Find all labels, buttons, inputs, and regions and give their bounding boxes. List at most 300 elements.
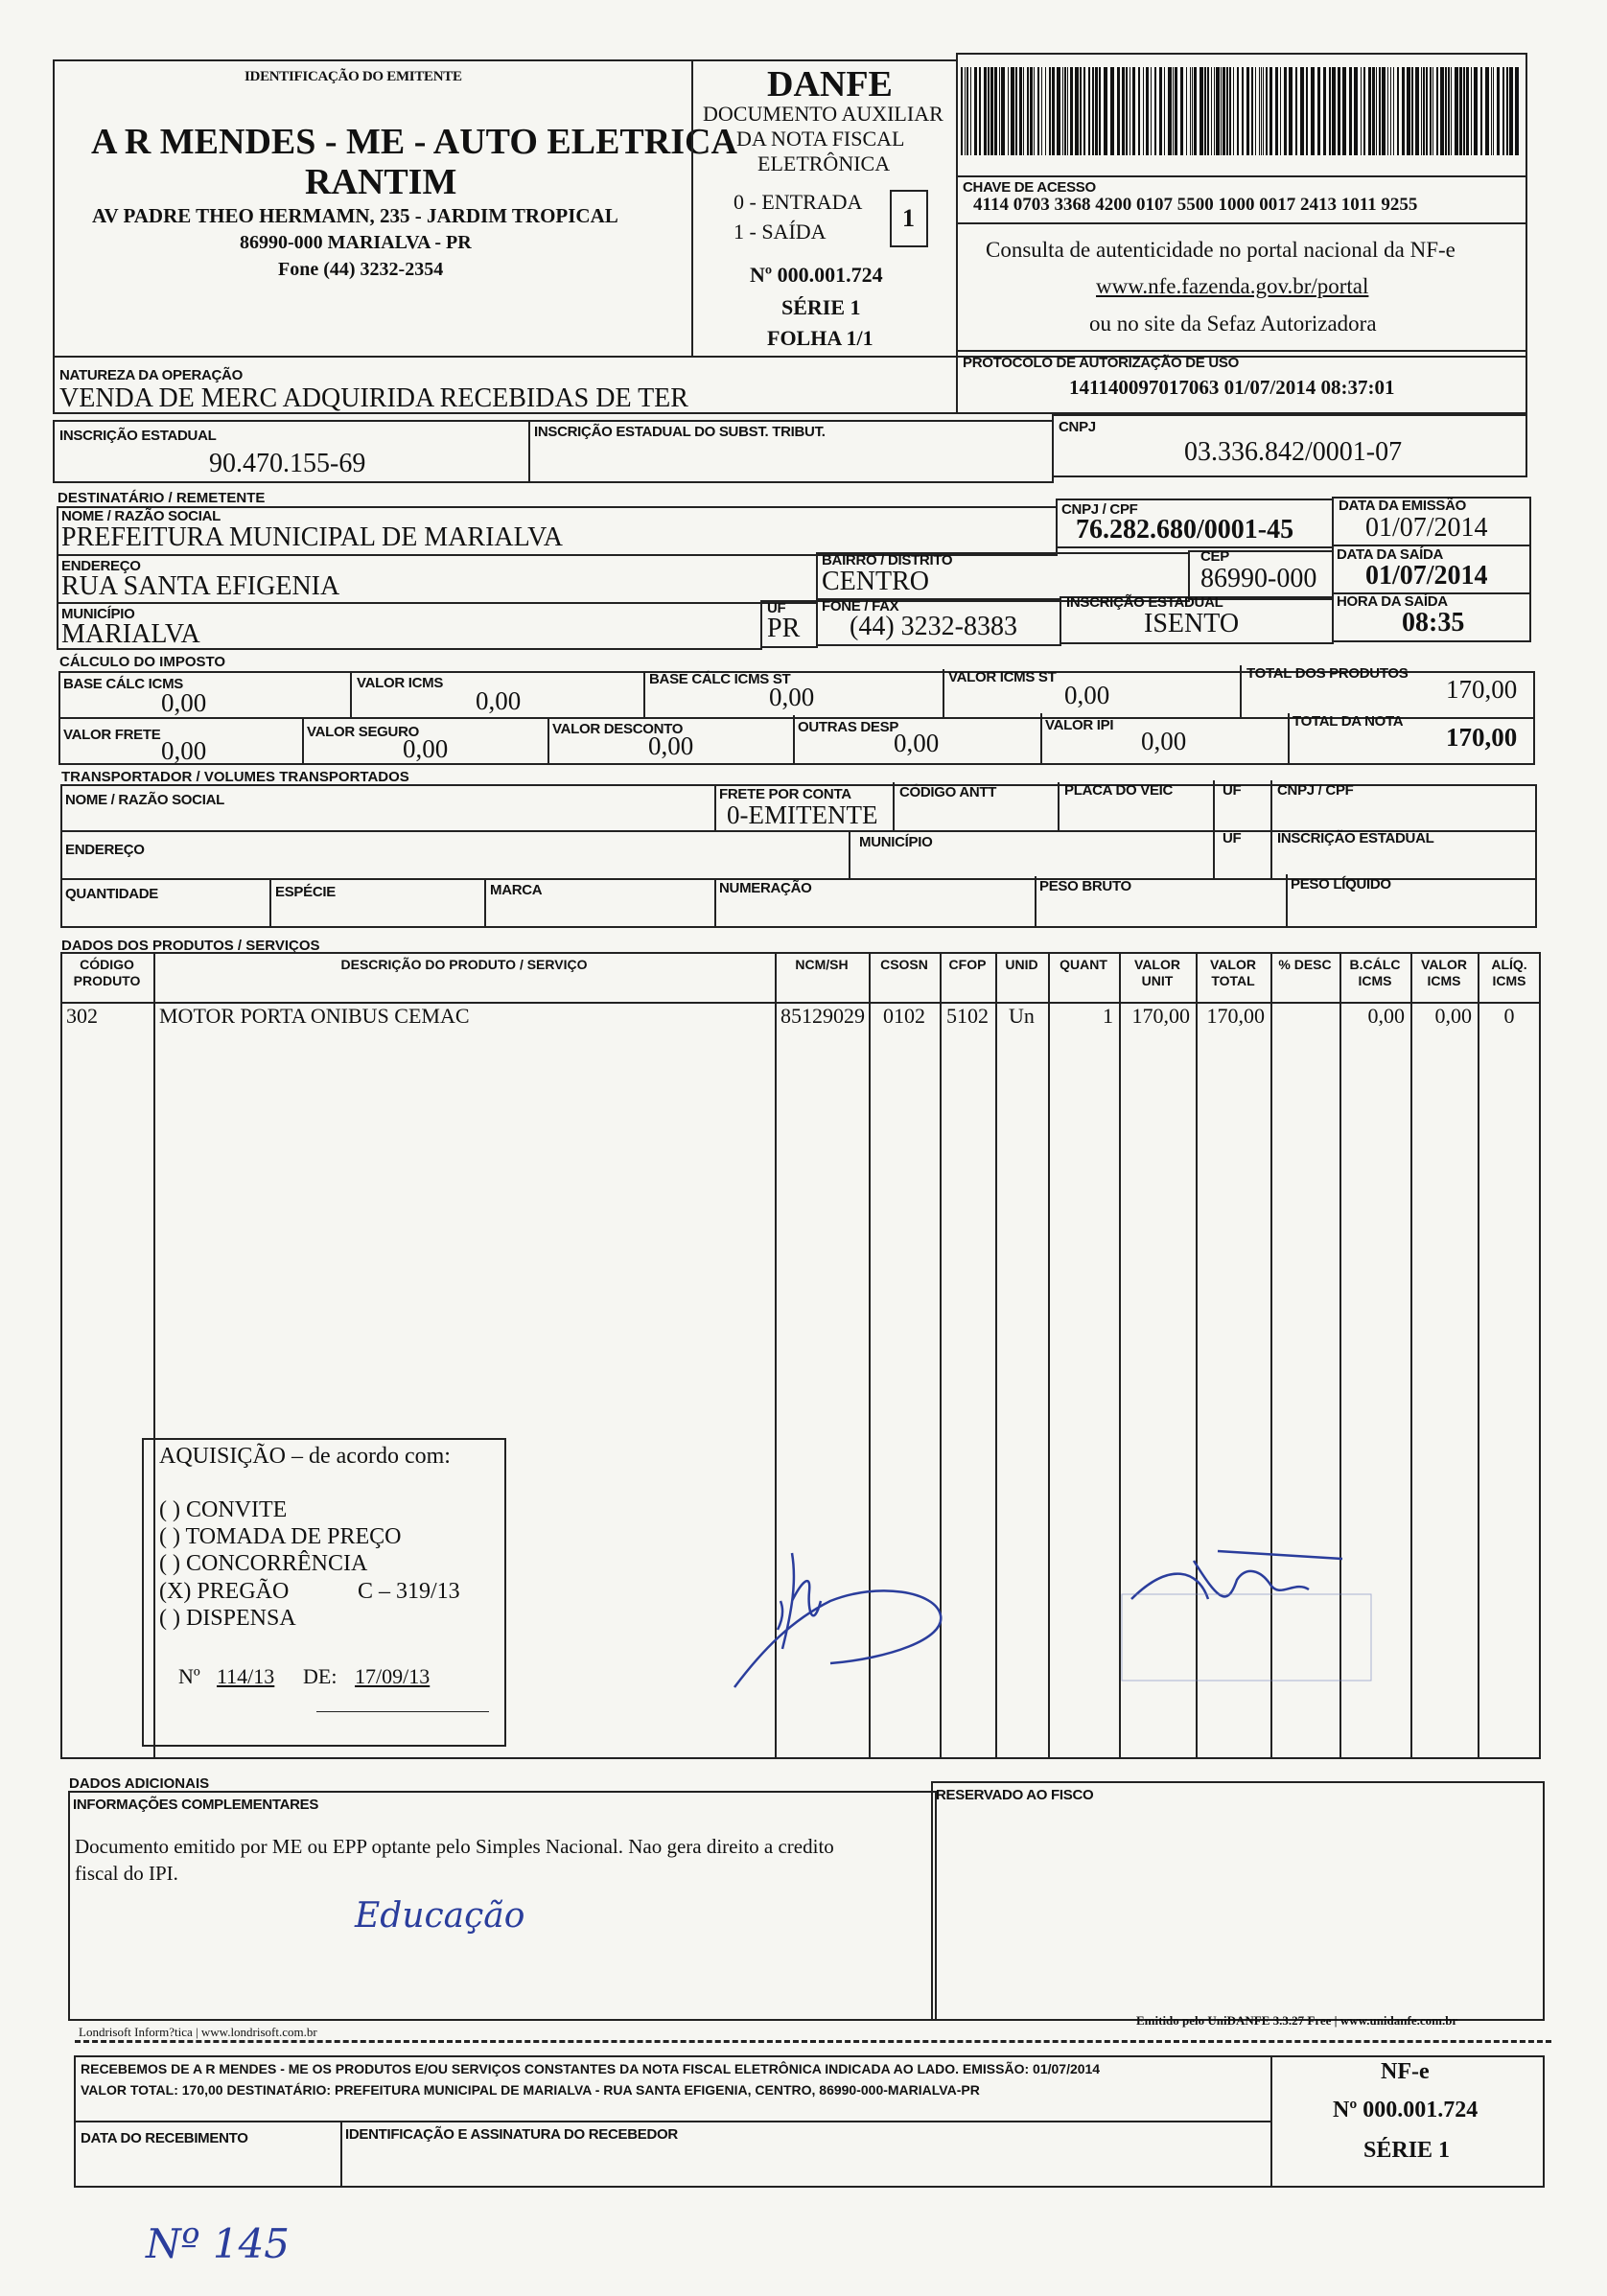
transp-frete-label: FRETE POR CONTA (719, 786, 851, 802)
dest-cep: 86990-000 (1200, 564, 1317, 593)
barcode-bar (1332, 67, 1336, 155)
ipi: 0,00 (1141, 727, 1187, 755)
fisco-box (931, 1781, 1545, 2021)
barcode-bar (1211, 67, 1212, 155)
info-line2: fiscal do IPI. (75, 1862, 178, 1885)
outras: 0,00 (894, 729, 940, 757)
barcode-bar (1194, 67, 1197, 155)
footer-left: Londrisoft Inform?tica | www.londrisoft.com.br (79, 2025, 317, 2039)
transp-r3-sep4 (1035, 876, 1036, 928)
stamp-numero-label: Nº (178, 1664, 200, 1688)
fisco-label: RESERVADO AO FISCO (936, 1787, 1094, 1803)
transp-r2-sep3 (1270, 828, 1272, 880)
barcode-bar (1092, 67, 1094, 155)
ie-value: 90.470.155-69 (209, 449, 366, 478)
total-prod-label: TOTAL DOS PRODUTOS (1246, 665, 1409, 682)
transp-especie-label: ESPÉCIE (275, 884, 336, 900)
imposto-section-label: CÁLCULO DO IMPOSTO (59, 654, 226, 670)
barcode-bar (1207, 67, 1209, 155)
dest-emissao-label: DATA DA EMISSÃO (1339, 498, 1466, 514)
header-valor-icms: VALOR ICMS (1421, 957, 1467, 988)
natureza-value: VENDA DE MERC ADQUIRIDA RECEBIDAS DE TER (59, 383, 688, 413)
valor-icms: 0,00 (476, 686, 522, 715)
transp-r1-sep4 (1213, 780, 1215, 832)
chave-value: 4114 0703 3368 4200 0107 5500 1000 0017 2413 1011 9255 (973, 195, 1418, 215)
chave-consulta2: ou no site da Sefaz Autorizadora (1089, 312, 1377, 336)
barcode-bar (1242, 67, 1244, 155)
valor-st-label: VALOR ICMS ST (948, 669, 1057, 685)
valor-icms-label: VALOR ICMS (357, 675, 444, 691)
barcode-bar (1342, 67, 1346, 155)
dest-hora-label: HORA DA SAÍDA (1337, 593, 1448, 610)
barcode-bar (1300, 67, 1304, 155)
imposto-r1-sep1 (350, 671, 352, 719)
barcode-bar (1502, 67, 1504, 155)
barcode-bar (1497, 67, 1500, 155)
protocolo-value: 141140097017063 01/07/2014 08:37:01 (1069, 376, 1395, 399)
chave-divider (956, 222, 1527, 224)
transp-endereco-label: ENDEREÇO (65, 842, 145, 858)
barcode-bar (970, 67, 971, 155)
transp-frete: 0-EMITENTE (727, 800, 878, 829)
canhoto-sep-nfe (1270, 2055, 1272, 2188)
barcode-bar (1221, 67, 1222, 155)
barcode-bar (1067, 67, 1068, 155)
barcode-bar (1164, 67, 1165, 155)
barcode-bar (1151, 67, 1152, 155)
barcode-bar (1430, 67, 1432, 155)
barcode-bar (1448, 67, 1450, 155)
barcode-bar (1361, 67, 1362, 155)
emitente-name-line2: RANTIM (305, 162, 457, 202)
transp-peso-liquido-label: PESO LÍQUIDO (1291, 876, 1391, 893)
cell-ncm: 85129029 (780, 1004, 865, 1028)
stamp-sign-line (316, 1711, 489, 1712)
barcode-bar (1088, 67, 1090, 155)
barcode-bar (990, 67, 993, 155)
danfe-folha: FOLHA 1/1 (767, 326, 873, 350)
transp-r3-sep2 (484, 878, 486, 928)
stamp-pregao-ref: C – 319/13 (358, 1579, 460, 1604)
chave-consulta1: Consulta de autenticidade no portal nacional da NF-e (986, 238, 1456, 262)
barcode-bar (1463, 67, 1465, 155)
info-label: INFORMAÇÕES COMPLEMENTARES (73, 1797, 319, 1813)
barcode-bar (1306, 67, 1308, 155)
imposto-r1-sep3 (943, 669, 944, 719)
barcode-bar (1062, 67, 1063, 155)
barcode-bar (1045, 67, 1046, 155)
barcode-bar (1471, 67, 1472, 155)
barcode-bar (1485, 67, 1489, 155)
dest-municipio-label: MUNICÍPIO (61, 606, 135, 622)
transp-r3-sep3 (714, 878, 716, 928)
barcode-bar (1192, 67, 1193, 155)
ie-st-label: INSCRIÇÃO ESTADUAL DO SUBST. TRIBUT. (534, 424, 826, 440)
barcode-bar (1363, 67, 1365, 155)
barcode-bar (1011, 67, 1014, 155)
barcode-bar (1083, 67, 1085, 155)
barcode-bar (1104, 67, 1107, 155)
dest-cnpj: 76.282.680/0001-45 (1076, 515, 1294, 545)
barcode-bar (1095, 67, 1098, 155)
barcode-bar (1445, 67, 1447, 155)
barcode-bar (1440, 67, 1444, 155)
destinatario-section-label: DESTINATÁRIO / REMETENTE (58, 490, 266, 506)
barcode-bar (1323, 67, 1326, 155)
canhoto-data-label: DATA DO RECEBIMENTO (81, 2130, 248, 2146)
footer-right: Emitido pelo UniDANFE 3.3.27 Free | www.unidanfe.com.br (1136, 2013, 1458, 2028)
barcode-bar (1354, 67, 1358, 155)
barcode-bar (1168, 67, 1172, 155)
seguro: 0,00 (403, 734, 449, 763)
barcode-bar (1280, 67, 1281, 155)
header-desc: % DESC (1278, 957, 1332, 972)
barcode-bar (1407, 67, 1410, 155)
cell-unid: Un (1009, 1004, 1035, 1028)
stamp-convite: ( ) CONVITE (159, 1497, 288, 1522)
barcode-bar (1459, 67, 1462, 155)
barcode-bar (1154, 67, 1156, 155)
dest-fone: (44) 3232-8383 (850, 612, 1017, 641)
transp-r1-sep3 (1058, 782, 1060, 832)
canhoto-nfe: NF-e (1381, 2059, 1430, 2084)
barcode-bar (1255, 67, 1256, 155)
dest-nome-label: NOME / RAZÃO SOCIAL (61, 508, 221, 524)
danfe-subtitle1: DOCUMENTO AUXILIAR (703, 102, 943, 126)
barcode-bar (1259, 67, 1260, 155)
transp-uf-label: UF (1223, 782, 1242, 799)
barcode-bar (1390, 67, 1391, 155)
stamp-concorrencia: ( ) CONCORRÊNCIA (159, 1551, 368, 1576)
transp-r1-sep2 (893, 782, 895, 832)
barcode-bar (1451, 67, 1452, 155)
transp-quantidade-label: QUANTIDADE (65, 886, 158, 902)
danfe-entrada: 0 - ENTRADA (734, 190, 863, 214)
barcode-bar (1175, 67, 1177, 155)
barcode-bar (1019, 67, 1022, 155)
barcode-bar (1190, 67, 1191, 155)
transp-r3-sep1 (269, 878, 271, 928)
barcode-bar (1216, 67, 1220, 155)
desconto: 0,00 (648, 731, 694, 760)
transp-r3-sep5 (1286, 874, 1288, 928)
dest-bairro: CENTRO (822, 567, 929, 596)
barcode-bar (999, 67, 1000, 155)
danfe-title: DANFE (767, 64, 893, 104)
valor-st: 0,00 (1064, 681, 1110, 709)
dest-nome: PREFEITURA MUNICIPAL DE MARIALVA (61, 522, 564, 552)
danfe-subtitle2: DA NOTA FISCAL (736, 127, 905, 151)
barcode-bar (1110, 67, 1114, 155)
stamp-data: 17/09/13 (355, 1664, 431, 1688)
barcode-bar (1387, 67, 1388, 155)
barcode (961, 67, 1523, 155)
barcode-bar (1411, 67, 1413, 155)
cell-cfop: 5102 (946, 1004, 989, 1028)
dest-endereco: RUA SANTA EFIGENIA (61, 571, 340, 601)
header-bcalc-icms: B.CÁLC ICMS (1349, 957, 1401, 988)
barcode-bar (1402, 67, 1405, 155)
transp-r2-sep1 (849, 830, 850, 880)
danfe-numero: Nº 000.001.724 (750, 263, 883, 287)
barcode-bar (1509, 67, 1513, 155)
barcode-bar (1261, 67, 1262, 155)
barcode-bar (1214, 67, 1215, 155)
natureza-label: NATUREZA DA OPERAÇÃO (59, 367, 243, 383)
handwritten-educacao: Educação (355, 1896, 525, 1936)
protocolo-label: PROTOCOLO DE AUTORIZAÇÃO DE USO (963, 355, 1239, 371)
barcode-bar (1393, 67, 1394, 155)
canhoto-numero: Nº 000.001.724 (1333, 2098, 1479, 2122)
cell-quant: 1 (1103, 1004, 1113, 1028)
total-nota: 170,00 (1446, 723, 1518, 752)
imposto-r2-sep1 (302, 717, 304, 765)
barcode-bar (1246, 67, 1249, 155)
barcode-bar (1491, 67, 1492, 155)
barcode-bar (1057, 67, 1060, 155)
signature-right (1103, 1542, 1390, 1685)
barcode-bar (1030, 67, 1033, 155)
seguro-label: VALOR SEGURO (307, 724, 419, 740)
barcode-bar (1426, 67, 1428, 155)
barcode-bar (1126, 67, 1128, 155)
barcode-bar (1269, 67, 1272, 155)
barcode-bar (1493, 67, 1494, 155)
barcode-bar (1474, 67, 1478, 155)
barcode-bar (979, 67, 981, 155)
canhoto-divider (74, 2121, 1272, 2122)
canhoto-serie: SÉRIE 1 (1363, 2138, 1451, 2163)
transportador-section-label: TRANSPORTADOR / VOLUMES TRANSPORTADOS (61, 769, 409, 785)
dest-hora: 08:35 (1402, 608, 1465, 638)
dest-cnpj-label: CNPJ / CPF (1061, 501, 1138, 518)
barcode-bar (1070, 67, 1073, 155)
transp-peso-bruto-label: PESO BRUTO (1039, 878, 1131, 894)
stamp-dispensa: ( ) DISPENSA (159, 1606, 296, 1631)
transp-placa-label: PLACA DO VEIC (1064, 782, 1174, 799)
produtos-section-label: DADOS DOS PRODUTOS / SERVIÇOS (61, 938, 320, 954)
transp-numeracao-label: NUMERAÇÃO (719, 880, 812, 896)
stamp-pregao: (X) PREGÃO (159, 1579, 290, 1604)
stamp-tomada: ( ) TOMADA DE PREÇO (159, 1524, 402, 1549)
dest-saida-label: DATA DA SAÍDA (1337, 546, 1444, 563)
barcode-bar (1138, 67, 1140, 155)
barcode-bar (1263, 67, 1264, 155)
frete: 0,00 (161, 736, 207, 765)
barcode-bar (1506, 67, 1508, 155)
transp-r1-sep5 (1270, 780, 1272, 832)
ie-label: INSCRIÇÃO ESTADUAL (59, 428, 217, 444)
dest-cep-label: CEP (1200, 548, 1229, 565)
desconto-label: VALOR DESCONTO (552, 721, 684, 737)
dest-fone-label: FONE / FAX (822, 598, 899, 615)
barcode-bar (1466, 67, 1469, 155)
cnpj-emit-label: CNPJ (1059, 419, 1096, 435)
header-quant: QUANT (1060, 957, 1107, 972)
barcode-bar (988, 67, 990, 155)
danfe-subtitle3: ELETRÔNICA (757, 151, 891, 175)
barcode-bar (965, 67, 966, 155)
barcode-bar (1001, 67, 1005, 155)
cell-valor-unit: 170,00 (1131, 1004, 1190, 1028)
total-prod: 170,00 (1446, 675, 1518, 704)
header-cfop: CFOP (948, 957, 987, 972)
chave-label: CHAVE DE ACESSO (963, 179, 1096, 196)
barcode-bar (1349, 67, 1352, 155)
barcode-bar (1229, 67, 1231, 155)
outras-label: OUTRAS DESP (798, 719, 899, 735)
barcode-bar (1159, 67, 1162, 155)
barcode-bar (1143, 67, 1144, 155)
barcode-bar (1233, 67, 1234, 155)
signature-left (725, 1543, 955, 1697)
transp-antt-label: CÓDIGO ANTT (899, 784, 997, 800)
dest-municipio: MARIALVA (61, 619, 200, 649)
header-ncm: NCM/SH (795, 957, 849, 972)
cut-line (75, 2040, 1551, 2043)
imposto-r2-sep3 (793, 715, 795, 765)
barcode-bar (1099, 67, 1101, 155)
barcode-bar (1480, 67, 1482, 155)
dest-endereco-label: ENDEREÇO (61, 558, 141, 574)
base-icms-label: BASE CÁLC ICMS (63, 676, 183, 692)
transp-r1-sep1 (714, 784, 716, 832)
chave-consulta-url[interactable]: www.nfe.fazenda.gov.br/portal (1096, 274, 1369, 298)
barcode-bar (984, 67, 987, 155)
cell-descricao: MOTOR PORTA ONIBUS CEMAC (159, 1004, 470, 1028)
dest-emissao: 01/07/2014 (1365, 513, 1488, 543)
barcode-bar (1034, 67, 1035, 155)
barcode-bar (1117, 67, 1120, 155)
col-divider (1478, 952, 1479, 1759)
stamp-numero: 114/13 (217, 1664, 275, 1688)
dest-uf-label: UF (767, 600, 786, 616)
barcode-bar (1397, 67, 1399, 155)
header-valor-total: VALOR TOTAL (1210, 957, 1256, 988)
barcode-bar (1455, 67, 1458, 155)
cnpj-emit-value: 03.336.842/0001-07 (1184, 437, 1403, 467)
barcode-bar (1015, 67, 1017, 155)
info-line1: Documento emitido por ME ou EPP optante pelo Simples Nacional. Nao gera direito a credito (75, 1835, 834, 1858)
imposto-r2-sep2 (547, 717, 549, 765)
emitente-address: AV PADRE THEO HERMAMN, 235 - JARDIM TROPICAL (92, 204, 618, 227)
barcode-bar (1379, 67, 1381, 155)
barcode-bar (994, 67, 997, 155)
cell-csosn: 0102 (883, 1004, 925, 1028)
barcode-bar (1122, 67, 1125, 155)
header-aliq-icms: ALÍQ. ICMS (1491, 957, 1527, 988)
stamp-de-label: DE: (303, 1664, 338, 1688)
barcode-bar (1199, 67, 1203, 155)
dest-ie: ISENTO (1144, 609, 1240, 638)
base-st: 0,00 (769, 683, 815, 711)
barcode-bar (1295, 67, 1297, 155)
transp-uf2-label: UF (1223, 830, 1242, 847)
barcode-bar (1421, 67, 1422, 155)
barcode-bar (1080, 67, 1082, 155)
barcode-bar (1226, 67, 1228, 155)
barcode-bar (1338, 67, 1340, 155)
barcode-bar (967, 67, 968, 155)
base-icms: 0,00 (161, 688, 207, 717)
barcode-bar (1275, 67, 1278, 155)
barcode-bar (1052, 67, 1055, 155)
barcode-bar (1432, 67, 1433, 155)
barcode-bar (1008, 67, 1009, 155)
frete-label: VALOR FRETE (63, 727, 161, 743)
transp-nome-label: NOME / RAZÃO SOCIAL (65, 792, 224, 808)
barcode-bar (1075, 67, 1079, 155)
barcode-bar (1329, 67, 1331, 155)
barcode-bar (1023, 67, 1024, 155)
dest-ie-label: INSCRIÇÃO ESTADUAL (1066, 594, 1223, 611)
header-unid: UNID (1005, 957, 1038, 972)
emitente-section-label: IDENTIFICAÇÃO DO EMITENTE (245, 69, 462, 84)
barcode-bar (1180, 67, 1183, 155)
cell-aliq-icms: 0 (1503, 1004, 1515, 1028)
base-st-label: BASE CÁLC ICMS ST (649, 671, 791, 687)
dest-bairro-label: BAIRRO / DISTRITO (822, 552, 953, 568)
transp-cnpj-label: CNPJ / CPF (1277, 782, 1354, 799)
ipi-label: VALOR IPI (1045, 717, 1114, 733)
imposto-r1-sep2 (643, 671, 645, 719)
handwritten-number: Nº 145 (146, 2220, 291, 2267)
cell-codigo: 302 (66, 1004, 98, 1028)
barcode-bar (1311, 67, 1315, 155)
barcode-bar (1049, 67, 1051, 155)
barcode-bar (1284, 67, 1287, 155)
header-descricao: DESCRIÇÃO DO PRODUTO / SERVIÇO (340, 957, 588, 972)
barcode-bar (1204, 67, 1206, 155)
col-divider (995, 952, 997, 1759)
emitente-name-line1: A R MENDES - ME - AUTO ELETRICA (91, 122, 737, 162)
emitente-phone: Fone (44) 3232-2354 (278, 259, 444, 280)
barcode-bar (1037, 67, 1039, 155)
canhoto-sep-data (340, 2121, 342, 2188)
header-valor-unit: VALOR UNIT (1134, 957, 1180, 988)
barcode-bar (1041, 67, 1042, 155)
barcode-bar (1376, 67, 1377, 155)
barcode-bar (1372, 67, 1375, 155)
barcode-bar (1368, 67, 1371, 155)
barcode-bar (1251, 67, 1253, 155)
barcode-bar (1132, 67, 1135, 155)
barcode-bar (1266, 67, 1268, 155)
canhoto-line1: RECEBEMOS DE A R MENDES - ME OS PRODUTOS E/OU SERVIÇOS CONSTANTES DA NOTA FISCAL ELETRÔNICA INDICADA AO LADO. EMISSÃO: 01/07/2014 (81, 2061, 1101, 2076)
col-divider (1410, 952, 1412, 1759)
canhoto-line2: VALOR TOTAL: 170,00 DESTINATÁRIO: PREFEITURA MUNICIPAL DE MARIALVA - RUA SANTA EFIGENIA, CENTRO, 86990-000-MARIALVA-PR (81, 2082, 980, 2098)
barcode-bar (961, 67, 963, 155)
danfe-saida: 1 - SAÍDA (734, 220, 827, 244)
emitente-city: 86990-000 MARIALVA - PR (240, 232, 472, 253)
dest-uf: PR (767, 614, 801, 643)
cell-valor-icms: 0,00 (1434, 1004, 1472, 1028)
cell-bcalc-icms: 0,00 (1367, 1004, 1405, 1028)
danfe-serie: SÉRIE 1 (781, 295, 861, 319)
col-divider (1048, 952, 1050, 1759)
transp-r2-sep2 (1213, 828, 1215, 880)
dest-saida: 01/07/2014 (1365, 561, 1488, 591)
header-csosn: CSOSN (880, 957, 928, 972)
barcode-bar (974, 67, 977, 155)
barcode-bar (1173, 67, 1174, 155)
danfe-tipo: 1 (902, 204, 915, 232)
barcode-bar (1064, 67, 1066, 155)
header-codigo: CÓDIGO PRODUTO (73, 957, 141, 988)
barcode-bar (1423, 67, 1425, 155)
barcode-bar (1223, 67, 1225, 155)
barcode-bar (1289, 67, 1293, 155)
